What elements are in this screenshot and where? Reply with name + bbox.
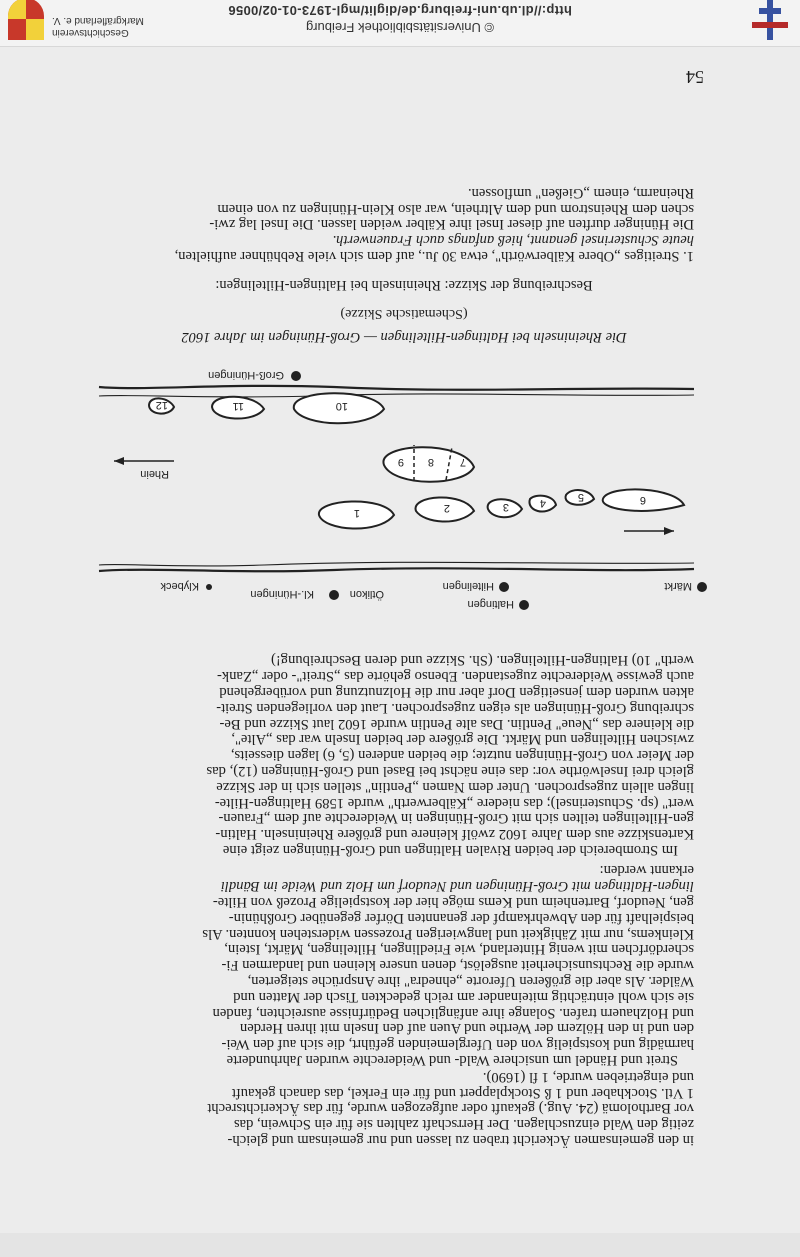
- text-line: scherdörfchen mit wenig Hinterland, wie Friedlingen, Hiltelingen, Märkt, Istein,: [224, 941, 694, 958]
- text-line: werth" 10) Haltingen-Hiltelingen. (Sh. Skizze und deren Beschreibung!): [271, 652, 694, 669]
- haltingen-label: Haltingen: [467, 598, 514, 610]
- page-number: 54: [686, 67, 704, 87]
- book-page: [104, 57, 704, 1147]
- riverbank-top-line: [99, 568, 694, 571]
- figure-subcaption: (Schematische Skizze): [340, 306, 468, 321]
- island-label-4: 4: [539, 497, 546, 509]
- text-line: 1 Vtl. Stockhaber und 1 ß Stockplappert und für ein Ferkel, das danach gekauft: [231, 1084, 694, 1101]
- viewer-footer-bar: [0, 0, 800, 47]
- island-label-2: 2: [443, 502, 450, 514]
- figure-caption: Die Rheininseln bei Haltingen-Hiltelingen — Groß-Hüningen im Jahre 1602: [181, 329, 627, 345]
- kl-huningen-label: Kl.-Hüningen: [250, 588, 314, 600]
- village-marker-klybeck: [206, 584, 212, 590]
- viewer-top-strip: [0, 1233, 800, 1257]
- description-heading: Beschreibung der Skizze: Rheininseln bei Haltingen-Hiltelingen:: [215, 277, 593, 293]
- text-line: und eingetrieben wurde, 1 fl (1690).: [482, 1068, 694, 1085]
- otlikon-label: Ötlikon: [349, 588, 384, 600]
- klybeck-label: Klybeck: [160, 580, 199, 592]
- footer-content: [0, 0, 800, 40]
- island-label-6: 6: [639, 494, 646, 506]
- text-line: gen, Neudorf, Bartenheim und Kems möge hier der kostspielige Prozeß von Hilte-: [212, 894, 694, 911]
- village-marker-gross-huningen: [291, 371, 301, 381]
- village-marker-markt: [697, 582, 707, 592]
- text-line: zwischen Hiltelingen und Märkt. Die größere der beiden Inseln war das „Alte",: [231, 731, 694, 748]
- island-label-11: 11: [232, 400, 244, 412]
- text-line: Die Hüninger durften auf dieser Insel ihre Kälber weiden lassen. Die Insel lag zwi-: [209, 216, 694, 233]
- island-label-7: 7: [459, 456, 466, 468]
- island-label-1: 1: [353, 507, 360, 519]
- text-line: heute Schusterinsel genannt, hieß anfangs auch Frauenwerth.: [332, 232, 694, 249]
- text-line: schreibung Groß-Hüningen als eigen zugesprochen. Laut den vorliegenden Streit-: [216, 699, 694, 716]
- gross-huningen-label: Groß-Hüningen: [208, 369, 284, 381]
- riverbank-bottom-line: [99, 386, 694, 390]
- markt-label: Märkt: [664, 580, 692, 592]
- text-line: Im Strombereich der beiden Rivalen Haltingen und Groß-Hüningen zeigt eine: [222, 842, 678, 858]
- text-line: beispielhaft für den Abwehrkampf der genannten Dörfer gegenüber Großhünin-: [228, 909, 694, 926]
- text-line: Streit und Händel um unsichere Wald- und Weiderechte wurden Jahrhunderte: [226, 1052, 678, 1068]
- text-line: den und in den Hölzern der Werthe und Auen auf den Inseln mit ihren Herden: [239, 1020, 694, 1037]
- history-society-logo: [8, 0, 158, 40]
- list-item-1: [94, 184, 694, 263]
- riverbank-top-hatch: [99, 562, 694, 566]
- island-label-10: 10: [335, 400, 348, 412]
- library-credit: © Universitätsbibliothek Freiburg: [305, 20, 495, 35]
- text-line: die kleinere das „Neue" Pentlin. Das alte Pentlin wurde 1602 laut Skizze und Be-: [219, 715, 694, 732]
- rhine-islands-sketch: [94, 362, 714, 627]
- text-line: der Meier von Groß-Hüningen nutzte; die beiden anderen (5, 6) lagen diesseits,: [230, 747, 694, 764]
- text-line: erkannt werden:: [599, 862, 694, 879]
- text-line: lingen allein zugesprochen. Unter dem Namen „Pentlin" stellen sich in der Skizze: [216, 778, 694, 795]
- text-line: Kartenskizze aus dem Jahre 1602 zwölf kleinere und größere Rheininseln. Haltin-: [215, 826, 694, 843]
- paragraph-1: [94, 652, 694, 857]
- text-line: vor Bartholomä (24. Aug.) gekauft oder aufgezogen wurde, für das Äckerichtsrecht: [207, 1100, 694, 1117]
- rhein-label: Rhein: [140, 468, 169, 480]
- permalink-url[interactable]: http://dl.ub.uni-freiburg.de/diglit/mgl-1973-01-02/0056: [228, 3, 572, 18]
- text-line: akten wurden dem jenseitigen Dorf aber nur die Holznutzung und vorübergehend: [219, 684, 694, 701]
- text-line: wert" (sp. Schusterinsel); das niedere „Kälberwerth" wurde 1589 Haltingen-Hilte-: [214, 794, 694, 811]
- text-line: 1. Streitiges „Obere Kälberwörth", etwa 30 Ju., auf dem sich viele Rebhühner aufhielten,: [174, 248, 694, 264]
- text-line: gleich drei Inselwörthe vor: das eine nächst bei Basel und Groß-Hüningen (12), das: [206, 763, 694, 780]
- text-line: Kleinkems, nur mit Zähigkeit und langwierigen Prozessen widerstehen konnten. Als: [202, 925, 694, 942]
- text-line: gen-Hiltelingen teilten sich mit Groß-Hüningen in Weiderechte auf dem „Frauen-: [218, 810, 694, 827]
- island-label-3: 3: [502, 501, 509, 513]
- paragraph-2: [94, 862, 694, 1067]
- island-label-12: 12: [155, 399, 168, 411]
- viewer-brand-fragment: [696, 1235, 786, 1255]
- university-library-logo-icon: [750, 0, 790, 40]
- village-marker-hiltelingen: [499, 582, 509, 592]
- village-marker-haltingen: [519, 600, 529, 610]
- text-line: wurde die Rechtsunsicherheit ausgelöst, denen unsere kleinen und landarmen Fi-: [221, 957, 694, 974]
- society-name: [52, 14, 152, 38]
- text-line: Rheinarm, einem „Gießen" umflossen.: [467, 184, 694, 201]
- hiltelingen-label: Hiltelingen: [442, 580, 494, 592]
- society-name-line1: Geschichtsverein: [52, 27, 129, 38]
- footer-text-block: [210, 2, 590, 36]
- riverbank-bottom-hatch: [99, 394, 694, 397]
- text-line: Wälder. Als aber die größeren Uferorte „ehnedra" ihre Ansprüche steigerten,: [247, 973, 694, 990]
- island-label-8: 8: [427, 456, 434, 468]
- island-label-5: 5: [577, 491, 584, 503]
- paragraph-3: [94, 1068, 694, 1147]
- text-line: und Holzhauern trafen. Solange ihre anfänglichen Bedürfnisse ausreichten, fanden: [212, 1004, 694, 1021]
- text-line: harmädig und kostspielig von den Uferglemeinden geführt, die sich auf den Wei-: [221, 1036, 694, 1053]
- text-line: schen dem Rheinstrom und dem Altrhein, war also Klein-Hüningen zu von einem: [217, 200, 694, 217]
- text-line: lingen-Haltingen mit Groß-Hüningen und Neudorf um Holz und Weide im Bändli: [220, 878, 694, 895]
- text-line: sie sich wohl einträchtig miteinander am reich gedeckten Tisch der Matten und: [233, 988, 694, 1005]
- islands-upper-row: [319, 489, 684, 528]
- text-line: in den gemeinsamen Äckericht traben zu lassen und nur gemeinsam und gleich-: [227, 1132, 694, 1148]
- text-line: auch gewisse Weiderechte zugestanden. Ebenso gehörte das „Streit"- oder „Zank-: [217, 668, 694, 685]
- coat-of-arms-icon: [8, 0, 44, 40]
- island-label-9: 9: [397, 456, 404, 468]
- society-name-line2: Markgräflerland e. V.: [52, 15, 144, 26]
- text-line: zeitig den Wald einzuschlagen. Der Herrschaft zahlten sie für ein Schwein, das: [233, 1116, 694, 1133]
- islands-lower-row: [149, 393, 384, 423]
- village-marker-kl-huningen: [329, 590, 339, 600]
